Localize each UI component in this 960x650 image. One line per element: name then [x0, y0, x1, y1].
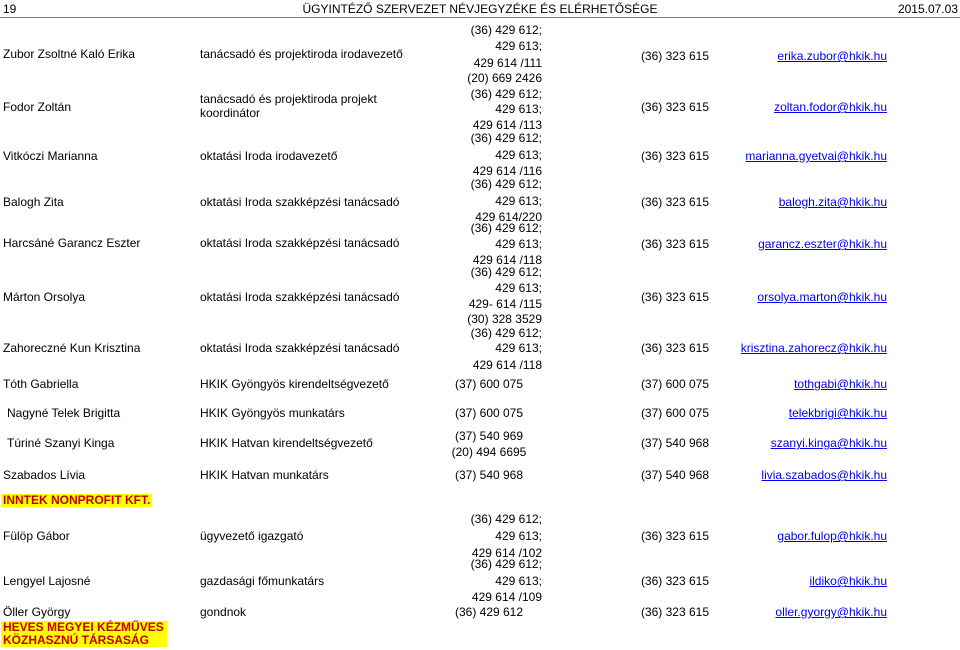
person-role: ügyvezető igazgató	[200, 529, 304, 543]
fax-number: (37) 600 075	[640, 406, 709, 420]
person-role: gondnok	[200, 605, 247, 619]
email-link[interactable]: marianna.gyetvai@hkik.hu	[745, 149, 887, 163]
fax-number: (36) 323 615	[640, 290, 709, 304]
person-role: oktatási Iroda irodavezető	[200, 149, 338, 163]
phone-line: 429 613;	[495, 148, 542, 162]
fax-number: (36) 323 615	[640, 574, 709, 588]
person-name: Szabados Lívia	[3, 468, 86, 482]
person-role: tanácsadó és projektiroda irodavezető	[200, 47, 403, 61]
page-title: ÜGYINTÉZŐ SZERVEZET NÉVJEGYZÉKE ÉS ELÉRHETŐSÉGE	[302, 2, 658, 16]
person-name: Túriné Szanyi Kinga	[7, 436, 115, 450]
phone-line: (36) 429 612	[454, 605, 524, 619]
phone-line: (36) 429 612;	[470, 557, 542, 571]
phone-line: 429 614 /118	[472, 358, 542, 372]
phone-line: 429 613;	[495, 574, 542, 588]
phone-line: 429 614 /118	[472, 253, 542, 267]
phone-line: 429 614/220	[475, 210, 542, 224]
email-link[interactable]: oller.gyorgy@hkik.hu	[775, 605, 887, 619]
person-role: oktatási Iroda szakképzési tanácsadó	[200, 341, 400, 355]
person-role: HKIK Hatvan munkatárs	[200, 468, 329, 482]
person-name: Zahoreczné Kun Krisztina	[3, 341, 141, 355]
phone-line: (36) 429 612;	[470, 23, 542, 37]
section-heading-inntek: INNTEK NONPROFIT KFT.	[3, 493, 151, 507]
fax-number: (37) 600 075	[640, 377, 709, 391]
email-link[interactable]: garancz.eszter@hkik.hu	[758, 237, 887, 251]
person-name: Vitkóczi Marianna	[3, 149, 98, 163]
phone-line: (36) 429 612;	[470, 131, 542, 145]
phone-line: (36) 429 612;	[470, 177, 542, 191]
email-link[interactable]: livia.szabados@hkik.hu	[761, 468, 887, 482]
phone-line: (37) 540 969	[454, 429, 524, 443]
person-role: HKIK Gyöngyös munkatárs	[200, 406, 345, 420]
phone-line: (37) 600 075	[454, 406, 524, 420]
email-link[interactable]: balogh.zita@hkik.hu	[778, 195, 887, 209]
phone-line: 429 613;	[495, 341, 542, 355]
phone-line: (30) 328 3529	[467, 312, 542, 326]
phone-line: (36) 429 612;	[470, 326, 542, 340]
person-role: tanácsadó és projektiroda projekt koordinátor	[200, 92, 377, 120]
phone-line: 429- 614 /115	[468, 297, 542, 311]
email-link[interactable]: zoltan.fodor@hkik.hu	[774, 100, 887, 114]
page-date: 2015.07.03	[897, 2, 958, 16]
fax-number: (36) 323 615	[640, 529, 709, 543]
phone-line: 429 613;	[495, 39, 542, 53]
person-role: oktatási Iroda szakképzési tanácsadó	[200, 195, 400, 209]
phone-line: 429 613;	[495, 194, 542, 208]
fax-number: (36) 323 615	[640, 149, 709, 163]
phone-line: 429 614 /102	[471, 546, 542, 560]
email-link[interactable]: orsolya.marton@hkik.hu	[757, 290, 887, 304]
fax-number: (36) 323 615	[640, 195, 709, 209]
page-number: 19	[3, 2, 17, 16]
phone-line: 429 613;	[495, 237, 542, 251]
email-link[interactable]: ildiko@hkik.hu	[809, 574, 887, 588]
phone-line: (37) 540 968	[454, 468, 524, 482]
person-name: Zubor Zsoltné Kaló Erika	[3, 47, 136, 61]
person-role: gazdasági főmunkatárs	[200, 574, 325, 588]
person-role: HKIK Hatvan kirendeltségvezető	[200, 436, 373, 450]
phone-line: (36) 429 612;	[470, 221, 542, 235]
page-header	[0, 0, 960, 18]
person-name: Balogh Zita	[3, 195, 64, 209]
person-name: Márton Orsolya	[3, 290, 86, 304]
phone-line: 429 613;	[495, 529, 542, 543]
phone-line: 429 613;	[495, 281, 542, 295]
phone-line: (37) 600 075	[454, 377, 524, 391]
phone-line: (36) 429 612;	[470, 87, 542, 101]
phone-line: (20) 669 2426	[467, 71, 542, 85]
fax-number: (36) 323 615	[640, 341, 709, 355]
person-name: Öller György	[3, 605, 71, 619]
person-role: HKIK Gyöngyös kirendeltségvezető	[200, 377, 389, 391]
email-link[interactable]: szanyi.kinga@hkik.hu	[770, 436, 887, 450]
phone-line: 429 614 /109	[471, 590, 542, 604]
fax-number: (36) 323 615	[640, 237, 709, 251]
fax-number: (36) 323 615	[640, 49, 709, 63]
phone-line: 429 614 /116	[472, 164, 542, 178]
person-role: oktatási Iroda szakképzési tanácsadó	[200, 236, 400, 250]
phone-line: (36) 429 612;	[470, 512, 542, 526]
person-name: Harcsáné Garancz Eszter	[3, 236, 141, 250]
person-name: Nagyné Telek Brigitta	[7, 406, 121, 420]
phone-line: (36) 429 612;	[470, 265, 542, 279]
fax-number: (37) 540 968	[640, 468, 709, 482]
fax-number: (37) 540 968	[640, 436, 709, 450]
email-link[interactable]: telekbrigi@hkik.hu	[788, 406, 887, 420]
phone-line: 429 613;	[495, 102, 542, 116]
phone-line: (20) 494 6695	[451, 445, 527, 459]
phone-line: 429 614 /111	[473, 56, 542, 70]
section-heading-heves: HEVES MEGYEI KÉZMŰVES KÖZHASZNÚ TÁRSASÁG	[1, 621, 167, 647]
fax-number: (36) 323 615	[640, 100, 709, 114]
email-link[interactable]: krisztina.zahorecz@hkik.hu	[740, 341, 887, 355]
person-name: Fülöp Gábor	[3, 529, 70, 543]
phone-line: 429 614 /113	[472, 118, 542, 132]
person-name: Lengyel Lajosné	[3, 574, 91, 588]
email-link[interactable]: erika.zubor@hkik.hu	[777, 49, 887, 63]
person-role: oktatási Iroda szakképzési tanácsadó	[200, 290, 400, 304]
person-name: Tóth Gabriella	[3, 377, 79, 391]
fax-number: (36) 323 615	[640, 605, 709, 619]
email-link[interactable]: gabor.fulop@hkik.hu	[777, 529, 887, 543]
person-name: Fodor Zoltán	[3, 100, 72, 114]
email-link[interactable]: tothgabi@hkik.hu	[794, 377, 887, 391]
